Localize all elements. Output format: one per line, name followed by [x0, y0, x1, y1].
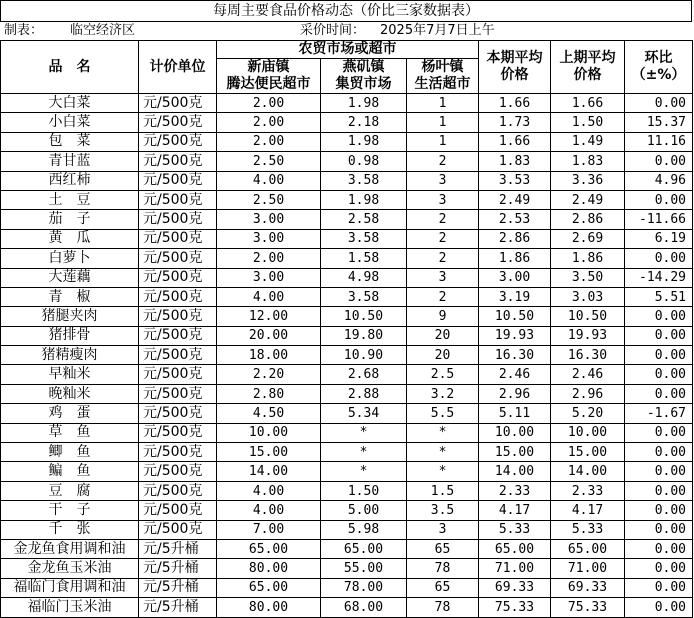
market-2-price: 2.88 — [321, 384, 407, 403]
current-avg-price: 16.30 — [479, 346, 551, 365]
item-name: 金龙鱼食用调和油 — [1, 539, 139, 558]
header-market-1-line2: 腾达便民超市 — [226, 76, 311, 92]
previous-avg-price: 2.46 — [551, 365, 625, 384]
item-unit: 元/500克 — [139, 423, 217, 442]
market-2-price: 1.98 — [321, 190, 407, 209]
header-change — [625, 41, 693, 94]
current-avg-price: 2.46 — [479, 365, 551, 384]
market-1-price: 2.00 — [217, 94, 321, 113]
table-row — [1, 268, 693, 287]
market-2-price: 1.50 — [321, 481, 407, 500]
item-name: 干 子 — [1, 501, 139, 520]
header-market-3-line2: 生活超市 — [414, 76, 471, 92]
market-2-price: 1.58 — [321, 249, 407, 268]
market-3-price: 5.5 — [407, 404, 479, 423]
header-unit: 计价单位 — [139, 41, 217, 94]
current-avg-price: 3.00 — [479, 268, 551, 287]
item-unit: 元/500克 — [139, 365, 217, 384]
current-avg-price: 19.93 — [479, 326, 551, 345]
market-3-price: 2.5 — [407, 365, 479, 384]
previous-avg-price: 2.86 — [551, 210, 625, 229]
change-percent: 0.00 — [625, 384, 693, 403]
change-percent: 11.16 — [625, 132, 693, 151]
previous-avg-price: 5.20 — [551, 404, 625, 423]
table-row — [1, 94, 693, 113]
market-1-price: 18.00 — [217, 346, 321, 365]
item-name: 鳊 鱼 — [1, 462, 139, 481]
table-row — [1, 443, 693, 462]
item-unit: 元/500克 — [139, 462, 217, 481]
market-1-price: 4.00 — [217, 287, 321, 306]
current-avg-price: 10.00 — [479, 423, 551, 442]
item-unit: 元/500克 — [139, 443, 217, 462]
current-avg-price: 2.49 — [479, 190, 551, 209]
market-1-price: 4.00 — [217, 171, 321, 190]
market-3-price: 3 — [407, 171, 479, 190]
table-row — [1, 539, 693, 558]
date-label: 采价时间： — [300, 23, 366, 38]
header-change-line1: 环比 — [644, 50, 673, 66]
market-3-price: * — [407, 462, 479, 481]
market-2-price: 10.50 — [321, 307, 407, 326]
table-row — [1, 326, 693, 345]
previous-avg-price: 1.49 — [551, 132, 625, 151]
market-3-price: 9 — [407, 307, 479, 326]
header-name: 品 名 — [1, 41, 139, 94]
market-3-price: 3 — [407, 190, 479, 209]
current-avg-price: 1.66 — [479, 94, 551, 113]
item-name: 白萝卜 — [1, 249, 139, 268]
item-unit: 元/500克 — [139, 113, 217, 132]
market-3-price: 2 — [407, 229, 479, 248]
current-avg-price: 3.53 — [479, 171, 551, 190]
market-3-price: 3 — [407, 520, 479, 539]
market-3-price: 20 — [407, 326, 479, 345]
item-name: 青 椒 — [1, 287, 139, 306]
market-2-price: 1.98 — [321, 132, 407, 151]
market-2-price: 1.98 — [321, 94, 407, 113]
market-1-price: 3.00 — [217, 268, 321, 287]
change-percent: 0.00 — [625, 190, 693, 209]
table-row — [1, 520, 693, 539]
change-percent: 0.00 — [625, 365, 693, 384]
item-name: 福临门食用调和油 — [1, 578, 139, 597]
item-name: 茄 子 — [1, 210, 139, 229]
item-unit: 元/500克 — [139, 94, 217, 113]
market-1-price: 80.00 — [217, 598, 321, 617]
market-3-price: 2 — [407, 249, 479, 268]
current-avg-price: 65.00 — [479, 539, 551, 558]
item-name: 金龙鱼玉米油 — [1, 559, 139, 578]
change-percent: 0.00 — [625, 152, 693, 171]
market-1-price: 12.00 — [217, 307, 321, 326]
market-1-price: 7.00 — [217, 520, 321, 539]
previous-avg-price: 2.96 — [551, 384, 625, 403]
item-name: 早籼米 — [1, 365, 139, 384]
market-2-price: 5.00 — [321, 501, 407, 520]
current-avg-price: 5.11 — [479, 404, 551, 423]
change-percent: -11.66 — [625, 210, 693, 229]
current-avg-price: 69.33 — [479, 578, 551, 597]
market-3-price: * — [407, 443, 479, 462]
item-name: 猪排骨 — [1, 326, 139, 345]
header-market-group: 农贸市场或超市 — [217, 41, 479, 59]
table-row — [1, 384, 693, 403]
previous-avg-price: 2.69 — [551, 229, 625, 248]
market-3-price: 2 — [407, 210, 479, 229]
header-market-2-line2: 集贸市场 — [335, 76, 392, 92]
item-name: 大白菜 — [1, 94, 139, 113]
table-row — [1, 113, 693, 132]
header-previous-avg-line2: 价格 — [573, 67, 602, 83]
header-change-line2: （±%） — [631, 67, 686, 83]
previous-avg-price: 1.83 — [551, 152, 625, 171]
change-percent: 0.00 — [625, 539, 693, 558]
item-name: 黄 瓜 — [1, 229, 139, 248]
header-market-1-line1: 新庙镇 — [247, 59, 290, 75]
table-body — [1, 94, 693, 618]
item-unit: 元/500克 — [139, 346, 217, 365]
market-2-price: 78.00 — [321, 578, 407, 597]
table-row — [1, 598, 693, 617]
header-current-avg-line1: 本期平均 — [486, 50, 543, 66]
item-name: 鲫 鱼 — [1, 443, 139, 462]
header-previous-avg — [551, 41, 625, 94]
header-market-3-line1: 杨叶镇 — [421, 59, 464, 75]
current-avg-price: 1.83 — [479, 152, 551, 171]
previous-avg-price: 15.00 — [551, 443, 625, 462]
item-name: 猪精瘦肉 — [1, 346, 139, 365]
market-2-price: 68.00 — [321, 598, 407, 617]
previous-avg-price: 5.33 — [551, 520, 625, 539]
current-avg-price: 3.19 — [479, 287, 551, 306]
change-percent: 6.19 — [625, 229, 693, 248]
previous-avg-price: 14.00 — [551, 462, 625, 481]
market-1-price: 2.50 — [217, 152, 321, 171]
market-2-price: 0.98 — [321, 152, 407, 171]
previous-avg-price: 19.93 — [551, 326, 625, 345]
current-avg-price: 75.33 — [479, 598, 551, 617]
previous-avg-price: 1.66 — [551, 94, 625, 113]
item-unit: 元/500克 — [139, 229, 217, 248]
item-unit: 元/500克 — [139, 152, 217, 171]
market-1-price: 65.00 — [217, 539, 321, 558]
table-row — [1, 423, 693, 442]
market-1-price: 2.80 — [217, 384, 321, 403]
table-row — [1, 559, 693, 578]
sheet-title: 每周主要食品价格动态（价比三家数据表） — [0, 0, 692, 22]
item-name: 大莲藕 — [1, 268, 139, 287]
previous-avg-price: 3.50 — [551, 268, 625, 287]
item-unit: 元/500克 — [139, 249, 217, 268]
market-2-price: 5.34 — [321, 404, 407, 423]
item-unit: 元/500克 — [139, 171, 217, 190]
item-name: 草 鱼 — [1, 423, 139, 442]
change-percent: 0.00 — [625, 326, 693, 345]
market-3-price: 2 — [407, 152, 479, 171]
item-name: 小白菜 — [1, 113, 139, 132]
item-name: 鸡 蛋 — [1, 404, 139, 423]
market-3-price: 78 — [407, 598, 479, 617]
table-row — [1, 481, 693, 500]
current-avg-price: 1.73 — [479, 113, 551, 132]
previous-avg-price: 2.49 — [551, 190, 625, 209]
header-current-avg — [479, 41, 551, 94]
item-name: 福临门玉米油 — [1, 598, 139, 617]
table-row — [1, 229, 693, 248]
item-unit: 元/500克 — [139, 210, 217, 229]
table-row — [1, 578, 693, 597]
item-name: 豆 腐 — [1, 481, 139, 500]
market-2-price: 2.18 — [321, 113, 407, 132]
current-avg-price: 4.17 — [479, 501, 551, 520]
change-percent: 0.00 — [625, 462, 693, 481]
current-avg-price: 15.00 — [479, 443, 551, 462]
market-1-price: 80.00 — [217, 559, 321, 578]
table-row — [1, 365, 693, 384]
previous-avg-price: 71.00 — [551, 559, 625, 578]
previous-avg-price: 16.30 — [551, 346, 625, 365]
current-avg-price: 5.33 — [479, 520, 551, 539]
meta-row — [0, 22, 692, 40]
previous-avg-price: 65.00 — [551, 539, 625, 558]
table-row — [1, 132, 693, 151]
table-row — [1, 152, 693, 171]
current-avg-price: 2.86 — [479, 229, 551, 248]
table-row — [1, 190, 693, 209]
change-percent: 15.37 — [625, 113, 693, 132]
table-row — [1, 462, 693, 481]
current-avg-price: 10.50 — [479, 307, 551, 326]
change-percent: 0.00 — [625, 94, 693, 113]
item-unit: 元/500克 — [139, 501, 217, 520]
market-1-price: 14.00 — [217, 462, 321, 481]
table-row — [1, 171, 693, 190]
change-percent: 0.00 — [625, 520, 693, 539]
previous-avg-price: 3.03 — [551, 287, 625, 306]
previous-avg-price: 69.33 — [551, 578, 625, 597]
price-table — [0, 40, 693, 618]
market-2-price: * — [321, 423, 407, 442]
market-1-price: 10.00 — [217, 423, 321, 442]
change-percent: -1.67 — [625, 404, 693, 423]
current-avg-price: 2.53 — [479, 210, 551, 229]
market-2-price: * — [321, 462, 407, 481]
market-3-price: 3.5 — [407, 501, 479, 520]
market-2-price: 65.00 — [321, 539, 407, 558]
previous-avg-price: 10.50 — [551, 307, 625, 326]
market-3-price: 2 — [407, 287, 479, 306]
item-unit: 元/500克 — [139, 268, 217, 287]
market-1-price: 2.20 — [217, 365, 321, 384]
change-percent: 0.00 — [625, 443, 693, 462]
item-unit: 元/5升桶 — [139, 539, 217, 558]
market-1-price: 4.00 — [217, 501, 321, 520]
previous-avg-price: 3.36 — [551, 171, 625, 190]
header-market-2-line1: 燕矶镇 — [342, 59, 385, 75]
table-row — [1, 249, 693, 268]
market-3-price: 3 — [407, 268, 479, 287]
item-name: 晚籼米 — [1, 384, 139, 403]
market-2-price: 3.58 — [321, 229, 407, 248]
current-avg-price: 1.66 — [479, 132, 551, 151]
market-2-price: * — [321, 443, 407, 462]
change-percent: 0.00 — [625, 307, 693, 326]
change-percent: 0.00 — [625, 481, 693, 500]
market-2-price: 2.68 — [321, 365, 407, 384]
item-name: 土 豆 — [1, 190, 139, 209]
maker-label: 制表： — [4, 23, 44, 38]
item-unit: 元/500克 — [139, 481, 217, 500]
item-name: 青甘蓝 — [1, 152, 139, 171]
market-2-price: 2.58 — [321, 210, 407, 229]
item-unit: 元/500克 — [139, 132, 217, 151]
previous-avg-price: 10.00 — [551, 423, 625, 442]
market-2-price: 3.58 — [321, 287, 407, 306]
market-1-price: 2.00 — [217, 249, 321, 268]
item-unit: 元/500克 — [139, 404, 217, 423]
header-market-3 — [407, 59, 479, 94]
item-name: 西红柿 — [1, 171, 139, 190]
header-market-1 — [217, 59, 321, 94]
market-3-price: 3.2 — [407, 384, 479, 403]
market-1-price: 2.00 — [217, 132, 321, 151]
item-unit: 元/5升桶 — [139, 578, 217, 597]
market-3-price: 1 — [407, 132, 479, 151]
table-row — [1, 287, 693, 306]
header-previous-avg-line1: 上期平均 — [559, 50, 616, 66]
market-3-price: 1.5 — [407, 481, 479, 500]
market-2-price: 19.80 — [321, 326, 407, 345]
table-row — [1, 501, 693, 520]
item-unit: 元/500克 — [139, 190, 217, 209]
market-2-price: 4.98 — [321, 268, 407, 287]
market-1-price: 3.00 — [217, 210, 321, 229]
previous-avg-price: 2.33 — [551, 481, 625, 500]
item-unit: 元/500克 — [139, 326, 217, 345]
change-percent: 0.00 — [625, 249, 693, 268]
market-3-price: 65 — [407, 578, 479, 597]
previous-avg-price: 75.33 — [551, 598, 625, 617]
item-unit: 元/500克 — [139, 384, 217, 403]
item-name: 包 菜 — [1, 132, 139, 151]
market-1-price: 65.00 — [217, 578, 321, 597]
market-2-price: 5.98 — [321, 520, 407, 539]
date-value: 2025年7月7日上午 — [380, 23, 495, 38]
market-3-price: 65 — [407, 539, 479, 558]
market-1-price: 2.00 — [217, 113, 321, 132]
change-percent: 0.00 — [625, 346, 693, 365]
previous-avg-price: 1.50 — [551, 113, 625, 132]
item-unit: 元/500克 — [139, 307, 217, 326]
current-avg-price: 2.96 — [479, 384, 551, 403]
previous-avg-price: 1.86 — [551, 249, 625, 268]
market-1-price: 15.00 — [217, 443, 321, 462]
market-2-price: 3.58 — [321, 171, 407, 190]
market-1-price: 3.00 — [217, 229, 321, 248]
header-current-avg-line2: 价格 — [500, 67, 529, 83]
market-2-price: 10.90 — [321, 346, 407, 365]
change-percent: 0.00 — [625, 598, 693, 617]
header-market-2 — [321, 59, 407, 94]
table-row — [1, 346, 693, 365]
market-2-price: 55.00 — [321, 559, 407, 578]
change-percent: -14.29 — [625, 268, 693, 287]
item-unit: 元/500克 — [139, 287, 217, 306]
change-percent: 0.00 — [625, 423, 693, 442]
table-row — [1, 210, 693, 229]
item-unit: 元/500克 — [139, 520, 217, 539]
market-1-price: 4.00 — [217, 481, 321, 500]
market-3-price: 20 — [407, 346, 479, 365]
change-percent: 4.96 — [625, 171, 693, 190]
previous-avg-price: 4.17 — [551, 501, 625, 520]
market-1-price: 4.50 — [217, 404, 321, 423]
change-percent: 0.00 — [625, 559, 693, 578]
market-1-price: 2.50 — [217, 190, 321, 209]
current-avg-price: 71.00 — [479, 559, 551, 578]
item-name: 猪腿夹肉 — [1, 307, 139, 326]
item-name: 千 张 — [1, 520, 139, 539]
market-3-price: 1 — [407, 113, 479, 132]
maker-value: 临空经济区 — [70, 23, 136, 38]
change-percent: 0.00 — [625, 501, 693, 520]
market-3-price: * — [407, 423, 479, 442]
table-row — [1, 404, 693, 423]
market-3-price: 1 — [407, 94, 479, 113]
current-avg-price: 14.00 — [479, 462, 551, 481]
table-row — [1, 307, 693, 326]
item-unit: 元/5升桶 — [139, 598, 217, 617]
item-unit: 元/5升桶 — [139, 559, 217, 578]
change-percent: 0.00 — [625, 578, 693, 597]
current-avg-price: 2.33 — [479, 481, 551, 500]
current-avg-price: 1.86 — [479, 249, 551, 268]
change-percent: 5.51 — [625, 287, 693, 306]
market-3-price: 78 — [407, 559, 479, 578]
market-1-price: 20.00 — [217, 326, 321, 345]
